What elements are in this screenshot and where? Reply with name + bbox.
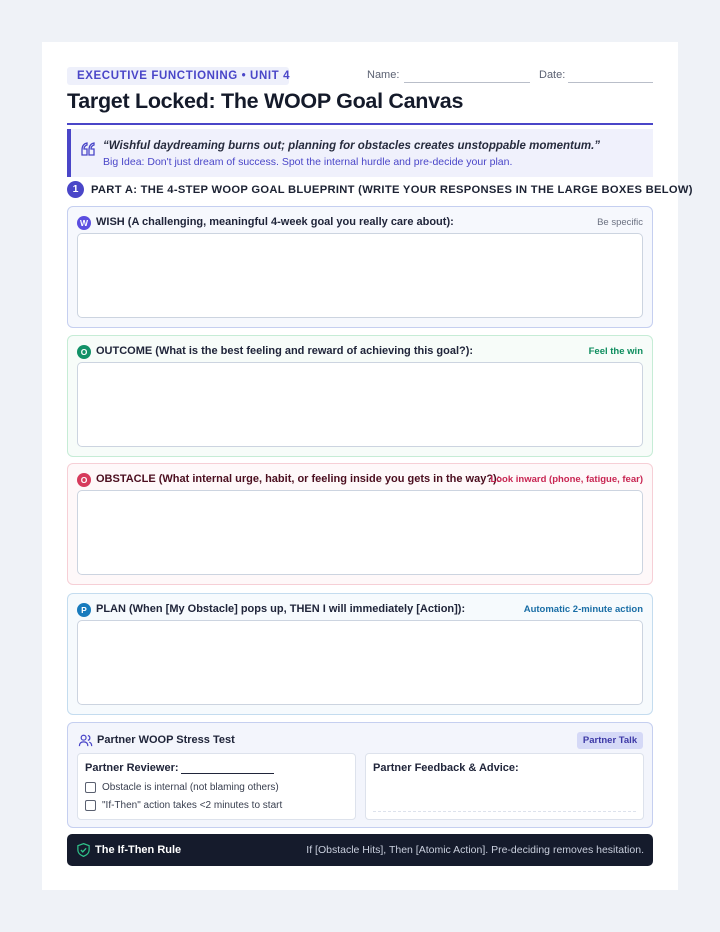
obstacle-response-box[interactable]: [77, 490, 643, 575]
reviewer-label: Partner Reviewer:: [85, 762, 179, 774]
header-row: [67, 67, 653, 85]
feedback-writing-area[interactable]: [373, 811, 636, 812]
part-number-badge: 1: [67, 181, 84, 198]
plan-response-box[interactable]: [77, 620, 643, 705]
check-label: Obstacle is internal (not blaming others): [102, 782, 279, 793]
quote-text: “Wishful daydreaming burns out; planning for obstacles creates unstoppable momentum.”: [103, 140, 601, 152]
partner-talk-badge: Partner Talk: [577, 732, 643, 749]
plan-card: [67, 593, 653, 715]
wish-card: [67, 206, 653, 328]
plan-hint: Automatic 2-minute action: [523, 604, 643, 615]
check-label: "If-Then" action takes <2 minutes to start: [102, 800, 283, 811]
partner-title: Partner WOOP Stress Test: [97, 734, 235, 746]
quote-callout: [67, 129, 653, 177]
outcome-response-box[interactable]: [77, 362, 643, 447]
part-a-heading: [67, 181, 693, 199]
checkbox[interactable]: [85, 782, 96, 793]
shield-check-icon: [76, 842, 91, 858]
users-icon: [78, 733, 93, 748]
obstacle-hint: Look inward (phone, fatigue, fear): [490, 474, 643, 485]
name-field[interactable]: [404, 82, 530, 83]
checkbox[interactable]: [85, 800, 96, 811]
name-label: Name:: [367, 69, 400, 81]
date-label: Date:: [539, 69, 566, 81]
outcome-hint: Feel the win: [588, 346, 643, 357]
wish-label: WISH (A challenging, meaningful 4-week goal you really care about):: [96, 216, 454, 228]
outcome-letter-badge: O: [77, 345, 91, 359]
part-a-title: PART A: THE 4-STEP WOOP GOAL BLUEPRINT (WRITE YOUR RESPONSES IN THE LARGE BOXES BELOW): [91, 184, 693, 196]
plan-label: PLAN (When [My Obstacle] pops up, THEN I will immediately [Action]):: [96, 603, 466, 615]
date-field[interactable]: [568, 82, 653, 83]
big-idea-text: Big Idea: Don't just dream of success. Spot the internal hurdle and pre-decide your plan.: [103, 156, 513, 168]
quote-icon: [80, 141, 96, 157]
outcome-label: OUTCOME (What is the best feeling and reward of achieving this goal?):: [96, 345, 474, 357]
if-then-rule-bar: [67, 834, 653, 866]
outcome-card: [67, 335, 653, 457]
plan-letter-badge: P: [77, 603, 91, 617]
worksheet-content: [67, 67, 693, 856]
wish-hint: Be specific: [597, 217, 643, 228]
partner-stress-test: [67, 722, 653, 828]
partner-reviewer-panel: [77, 753, 356, 820]
partner-feedback-panel: [365, 753, 644, 820]
unit-tag: EXECUTIVE FUNCTIONING • UNIT 4: [67, 67, 289, 85]
obstacle-label: OBSTACLE (What internal urge, habit, or feeling inside you gets in the way?):: [96, 473, 501, 485]
page-title: Target Locked: The WOOP Goal Canvas: [67, 89, 464, 113]
rule-text: If [Obstacle Hits], Then [Atomic Action]. Pre-deciding removes hesitation.: [306, 844, 644, 856]
title-divider: [67, 123, 653, 125]
reviewer-name-field[interactable]: [181, 773, 274, 774]
wish-response-box[interactable]: [77, 233, 643, 318]
rule-title: The If-Then Rule: [95, 844, 182, 856]
feedback-label: Partner Feedback & Advice:: [373, 762, 519, 774]
worksheet-page: [42, 42, 693, 890]
obstacle-card: [67, 463, 653, 585]
wish-letter-badge: W: [77, 216, 91, 230]
obstacle-letter-badge: O: [77, 473, 91, 487]
